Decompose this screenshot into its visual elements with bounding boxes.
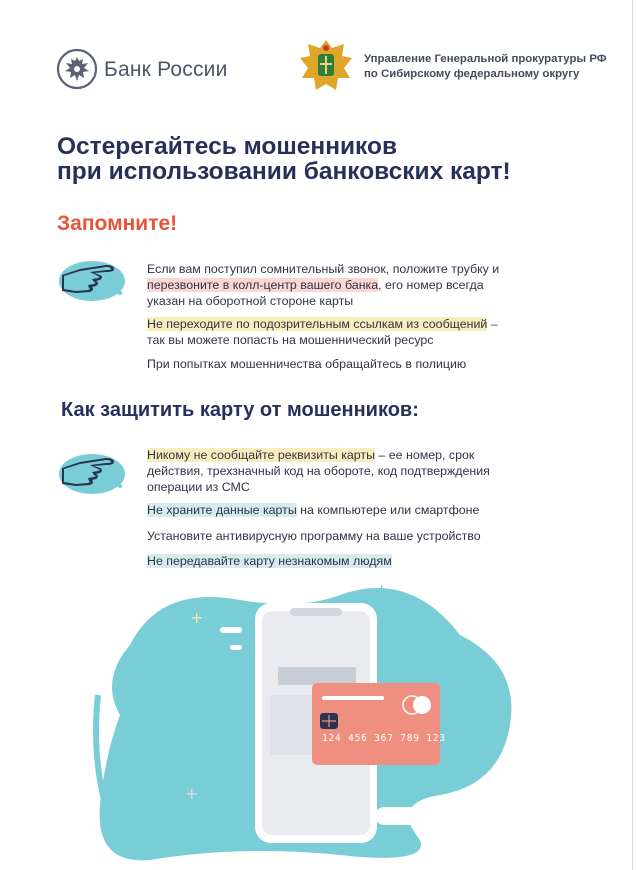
bank-card-graphic — [312, 683, 440, 765]
protect-heading: Как защитить карту от мошенников: — [61, 399, 419, 421]
bank-name: Банк России — [104, 58, 228, 81]
prosecutor-emblem-icon — [296, 36, 356, 96]
remember-item-suspicious-links: Не переходите по подозрительным ссылкам из сообщений – так вы можете попасть на мошеннический ресурс — [147, 317, 498, 347]
card-number: 124 456 367 789 123 — [322, 733, 446, 744]
highlight-card-data: Не храните данные карты — [147, 503, 297, 517]
highlight-suspicious-links: Не переходите по подозрительным ссылкам из сообщений — [147, 317, 488, 331]
prosecutor-office-logo — [296, 36, 616, 96]
protect-item-antivirus: Установите антивирусную программу на ваше устройство — [147, 529, 481, 543]
plus-decoration-icon: + — [375, 580, 389, 599]
title-line-1: Остерегайтесь мошенников — [57, 133, 398, 160]
prosecutor-line-2: по Сибирскому федеральному округу — [364, 68, 580, 80]
highlight-call-center: перезвоните в колл-центр вашего банка — [147, 278, 379, 292]
protect-item-no-strangers — [147, 553, 392, 569]
plus-decoration-icon: + — [185, 784, 199, 803]
remember-item-call-bank: Если вам поступил сомнительный звонок, положите трубку и перезвоните в колл-центр вашего банка, его номер всегда указан на оборотной стороне карты — [147, 262, 500, 308]
highlight-card-details: Никому не сообщайте реквизиты карты — [147, 448, 375, 462]
title-line-2: при использовании банковских карт! — [57, 158, 511, 185]
bank-of-russia-logo — [56, 48, 246, 90]
pointing-hand-icon — [56, 255, 126, 303]
prosecutor-line-1: Управление Генеральной прокуратуры РФ — [364, 53, 607, 65]
plus-decoration-icon: + — [190, 608, 204, 627]
protect-item-no-details: Никому не сообщайте реквизиты карты – ее номер, срок действия, трехзначный код на обороте, код подтверждения операции из СМС — [147, 448, 490, 494]
pointing-hand-icon — [56, 448, 126, 496]
protect-item-no-storage: Не храните данные карты на компьютере или смартфоне — [147, 503, 480, 517]
phone-card-illustration — [90, 575, 540, 865]
page-title — [57, 134, 511, 184]
double-eagle-icon — [56, 48, 98, 90]
prosecutor-office-name — [364, 52, 606, 82]
remember-item-police: При попытках мошенничества обращайтесь в полицию — [147, 357, 467, 371]
highlight-strangers: Не передавайте карту незнакомым людям — [147, 554, 392, 568]
remember-heading: Запомните! — [57, 212, 178, 235]
